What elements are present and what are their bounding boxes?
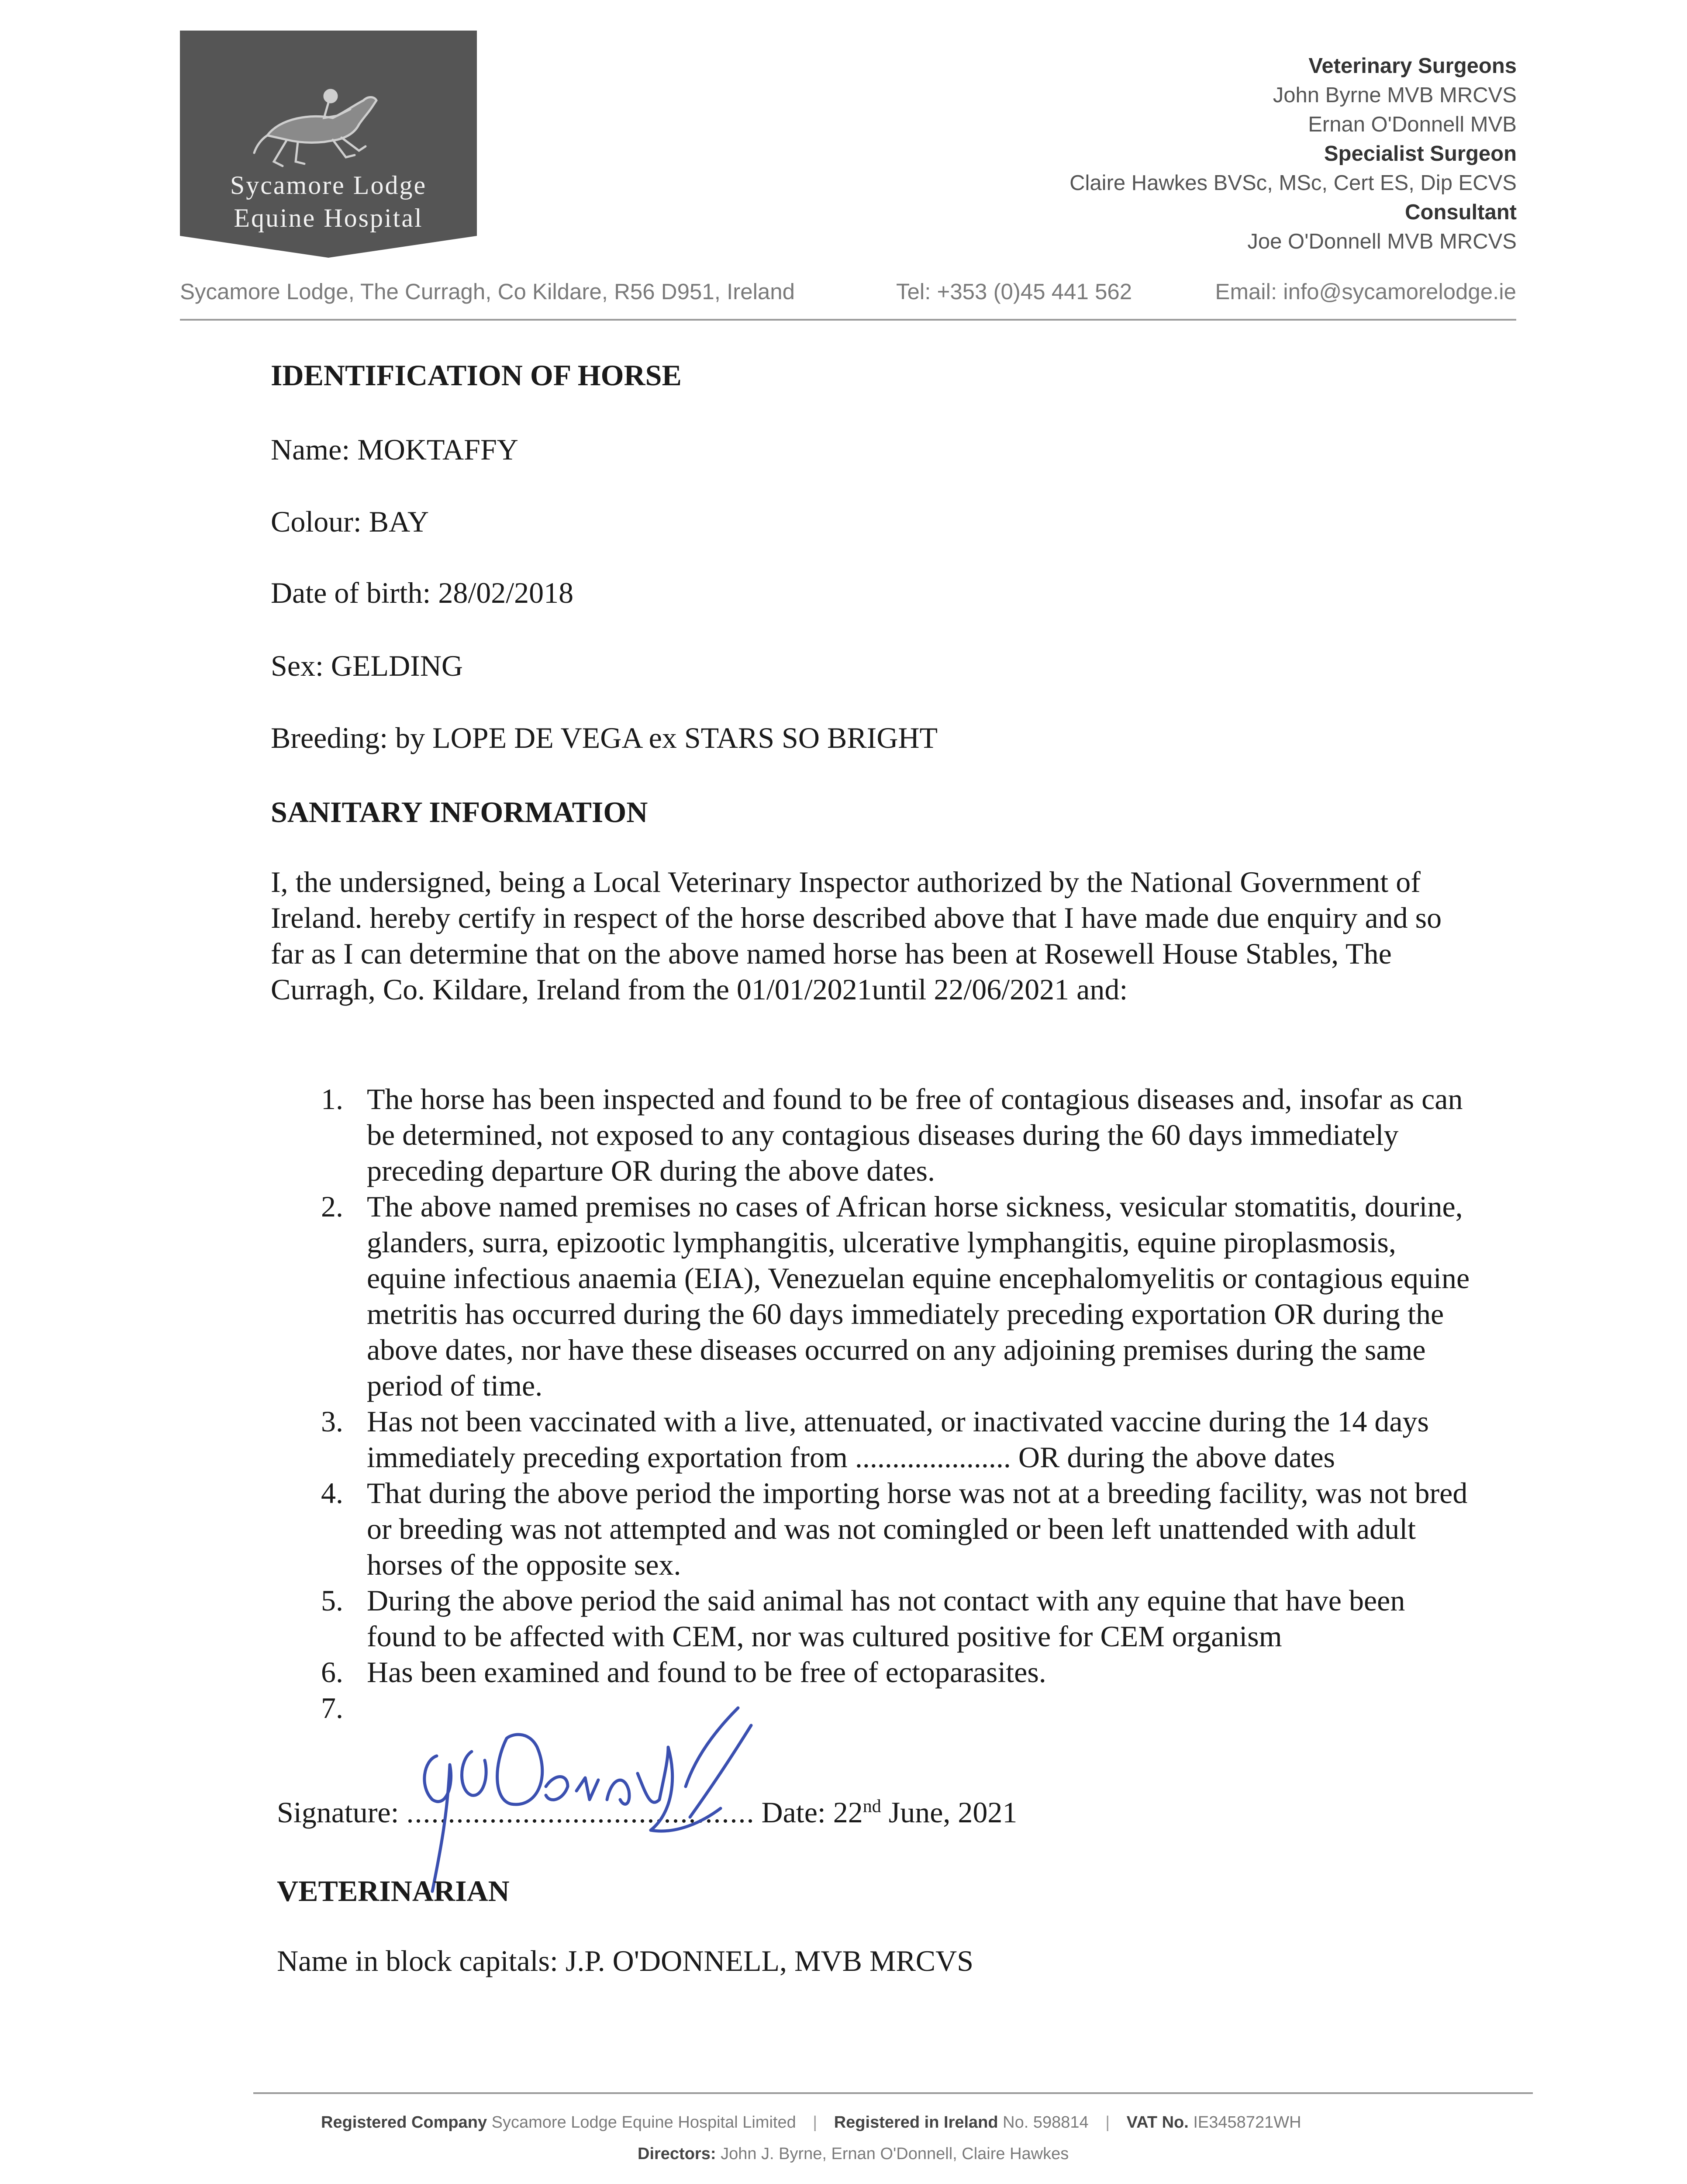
footer-reg-company-label: Registered Company [321, 2113, 487, 2132]
telephone: Tel: +353 (0)45 441 562 [896, 279, 1132, 304]
item-number: 5. [321, 1584, 343, 1617]
footer-directors [638, 2145, 1069, 2163]
footer-vat: IE3458721WH [1193, 2113, 1301, 2132]
item-text: The horse has been inspected and found to be free of contagious diseases and, insofar as can be determined, not exposed to any contagious diseases during the 60 days immediately preceding departure OR during the above dates. [367, 1082, 1463, 1187]
certification-item [271, 1081, 1472, 1189]
footer-divider [253, 2092, 1533, 2094]
staff-member: Claire Hawkes BVSc, MSc, Cert ES, Dip ECVS [1069, 171, 1517, 195]
logo-text-line2: Equine Hospital [234, 204, 423, 232]
email[interactable]: Email: info@sycamorelodge.ie [1215, 279, 1516, 304]
footer-directors-label: Directors: [638, 2145, 716, 2163]
item-number: 7. [321, 1691, 343, 1724]
item-number: 6. [321, 1655, 343, 1689]
address: Sycamore Lodge, The Curragh, Co Kildare, R56 D951, Ireland [180, 279, 795, 304]
footer-directors-names: John J. Byrne, Ernan O'Donnell, Claire Hawkes [721, 2145, 1069, 2163]
item-text: Has not been vaccinated with a live, attenuated, or inactivated vaccine during the 14 days immediately preceding exportation from ..................... OR during the above dates [367, 1405, 1429, 1474]
staff-list [862, 52, 1517, 256]
signature-dots: ......................................... [406, 1796, 747, 1829]
staff-role-heading: Specialist Surgeon [1324, 142, 1517, 166]
horse-date-of-birth: Date of birth: 28/02/2018 [271, 576, 574, 609]
staff-member: Joe O'Donnell MVB MRCVS [1247, 230, 1517, 253]
date-rest: June, 2021 [881, 1796, 1018, 1829]
certification-item [271, 1583, 1472, 1654]
veterinarian-heading: VETERINARIAN [277, 1874, 510, 1908]
logo-text-line1: Sycamore Lodge [230, 171, 427, 200]
footer-separator: | [1105, 2113, 1110, 2132]
certification-list [271, 1081, 1472, 1726]
identification-heading: IDENTIFICATION OF HORSE [271, 359, 682, 392]
footer-separator: | [813, 2113, 818, 2132]
staff-member: John Byrne MVB MRCVS [1273, 83, 1517, 107]
footer-reg-ireland-label: Registered in Ireland [834, 2113, 998, 2132]
horse-name: Name: MOKTAFFY [271, 433, 518, 466]
sanitary-heading: SANITARY INFORMATION [271, 795, 648, 829]
date-ordinal: nd [862, 1796, 881, 1817]
footer-vat-label: VAT No. [1126, 2113, 1189, 2132]
horse-breeding: Breeding: by LOPE DE VEGA ex STARS SO BRIGHT [271, 721, 938, 754]
staff-member: Ernan O'Donnell MVB [1308, 113, 1517, 136]
certification-item [271, 1475, 1472, 1583]
staff-role-heading: Veterinary Surgeons [1308, 54, 1517, 78]
certification-paragraph: I, the undersigned, being a Local Veterinary Inspector authorized by the National Government of Ireland. hereby certify in respect of the horse described above that I have made due enquiry and so far as I can determine that on the above named horse has been at Rosewell House Stables, The Curragh, Co. Kildare, Ireland from the 01/01/2021until 22/06/2021 and: [271, 865, 1442, 1006]
hospital-logo [180, 31, 477, 258]
veterinarian-name: Name in block capitals: J.P. O'DONNELL, MVB MRCVS [277, 1944, 974, 1977]
footer-reg-company: Sycamore Lodge Equine Hospital Limited [491, 2113, 796, 2132]
item-number: 1. [321, 1082, 343, 1116]
staff-role-heading: Consultant [1405, 200, 1517, 224]
certification-item [271, 1403, 1472, 1475]
item-number: 4. [321, 1476, 343, 1510]
certification-item [271, 1189, 1472, 1403]
horse-colour: Colour: BAY [271, 505, 429, 538]
certification-item [271, 1654, 1472, 1690]
footer-registration [321, 2113, 1301, 2132]
footer-reg-ireland: No. 598814 [1003, 2113, 1089, 2132]
item-text: Has been examined and found to be free of ectoparasites. [367, 1655, 1046, 1689]
horse-sex: Sex: GELDING [271, 649, 463, 682]
handwritten-signature [406, 1699, 821, 1900]
date-label: . Date: 22 [746, 1796, 863, 1829]
item-text: That during the above period the importing horse was not at a breeding facility, was not bred or breeding was not attempted and was not comingled or been left unattended with adult horses of the opposite sex. [367, 1476, 1468, 1581]
signature-label: Signature: [277, 1796, 399, 1829]
item-number: 3. [321, 1405, 343, 1438]
header-divider [180, 319, 1516, 321]
item-text: The above named premises no cases of African horse sickness, vesicular stomatitis, dourine, glanders, surra, epizootic lymphangitis, ulcerative lymphangitis, equine piroplasmosis, equine infectious anaemia (EIA), Venezuelan equine encephalomyelitis or contagious equine metritis has occurred during the 60 days immediately preceding exportation OR during the above dates, nor have these diseases occurred on any adjoining premises during the same period of time. [367, 1190, 1470, 1402]
item-text: During the above period the said animal has not contact with any equine that have been found to be affected with CEM, nor was cultured positive for CEM organism [367, 1584, 1405, 1653]
item-number: 2. [321, 1190, 343, 1223]
